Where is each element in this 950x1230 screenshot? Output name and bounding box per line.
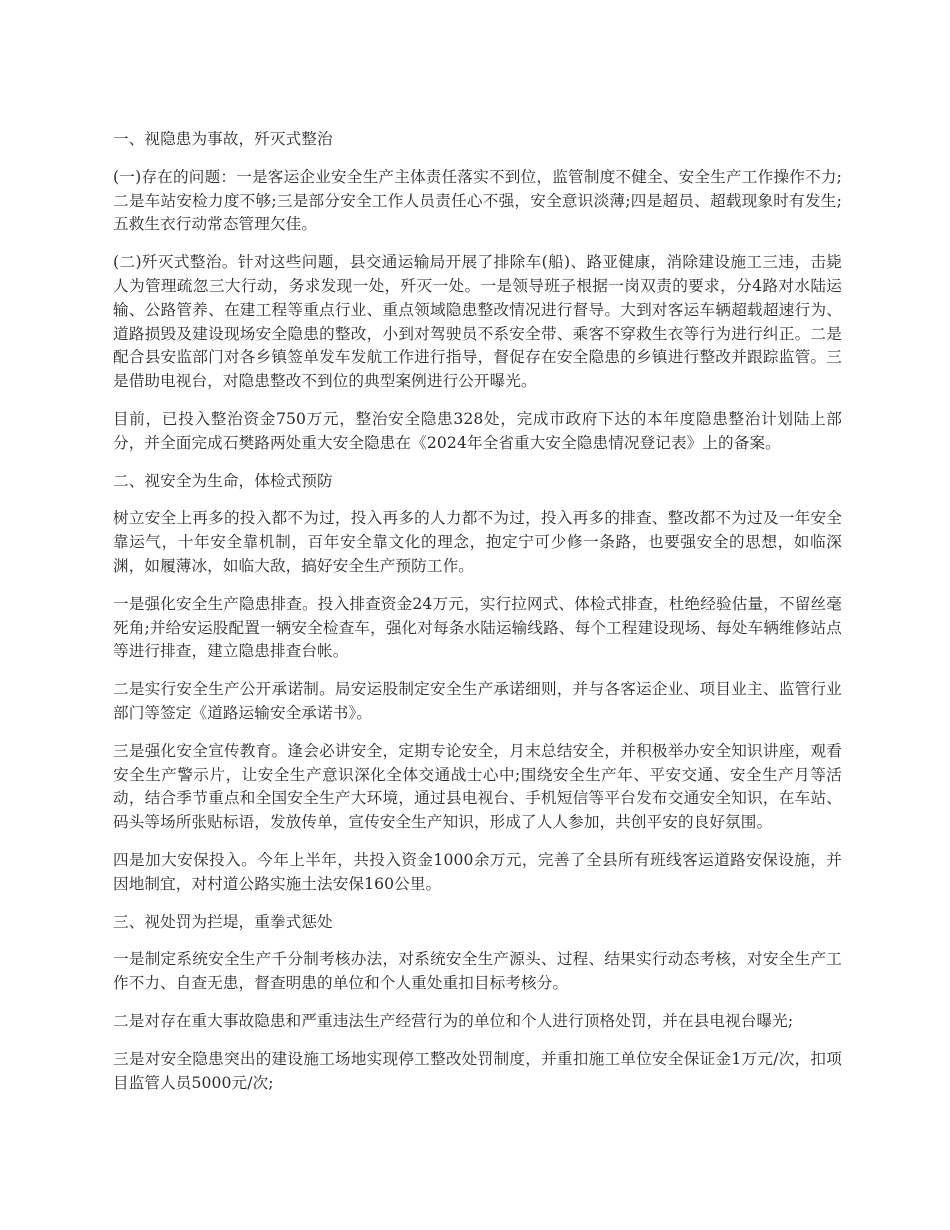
paragraph: 四是加大安保投入。今年上半年，共投入资金1000余万元，完善了全县所有班线客运道路安保设施，并因地制宜，对村道公路实施土法安保160公里。 (113, 850, 842, 893)
paragraph: 一是制定系统安全生产千分制考核办法，对系统安全生产源头、过程、结果实行动态考核，对安全生产工作不力、自查无患，督查明患的单位和个人重处重扣目标考核分。 (113, 950, 842, 993)
paragraph: 二是实行安全生产公开承诺制。局安运股制定安全生产承诺细则，并与各客运企业、项目业主、监管行业部门等签定《道路运输安全承诺书》。 (113, 680, 842, 722)
paragraph: (一)存在的问题：一是客运企业安全生产主体责任落实不到位，监管制度不健全、安全生产工作操作不力;二是车站安检力度不够;三是部分安全工作人员责任心不强，安全意识淡薄;四是超员、超载现象时有发生;五救生衣行动常态管理欠佳。 (113, 167, 842, 234)
paragraph: 一是强化安全生产隐患排查。投入排查资金24万元，实行拉网式、体检式排查，杜绝经验估量，不留丝毫死角;并给安运股配置一辆安全检查车，强化对每条水陆运输线路、每个工程建设现场、每处车辆维修站点等进行排查，建立隐患排查台帐。 (113, 594, 842, 661)
paragraph: (二)歼灭式整治。针对这些问题，县交通运输局开展了排除车(船)、路亚健康，消除建设施工三违，击毙人为管理疏忽三大行动，务求发现一处，歼灭一处。一是领导班子根据一岗双责的要求，分4路对水陆运输、公路管养、在建工程等重点行业、重点领域隐患整改情况进行督导。大到对客运车辆超载超速行为、道路损毁及建设现场安全隐患的整改，小到对驾驶员不系安全带、乘客不穿救生衣等行为进行纠正。二是配合县安监部门对各乡镇签单发车发航工作进行指导，督促存在安全隐患的乡镇进行整改并跟踪监管。三是借助电视台，对隐患整改不到位的典型案例进行公开曝光。 (113, 253, 842, 391)
section-heading-1: 一、视隐患为事故，歼灭式整治 (113, 130, 333, 148)
paragraph: 二是对存在重大事故隐患和严重违法生产经营行为的单位和个人进行顶格处罚，并在县电视台曝光; (113, 1011, 794, 1030)
section-heading-2: 二、视安全为生命，体检式预防 (113, 471, 333, 490)
section-heading-3: 三、视处罚为拦堤，重拳式惩处 (113, 912, 333, 931)
paragraph: 树立安全上再多的投入都不为过，投入再多的人力都不为过，投入再多的排查、整改都不为过及一年安全靠运气，十年安全靠机制，百年安全靠文化的理念，抱定宁可少修一条路，也要强安全的思想，如临深渊，如履薄冰，如临大敌，搞好安全生产预防工作。 (113, 509, 842, 575)
paragraph: 三是对安全隐患突出的建设施工场地实现停工整改处罚制度，并重扣施工单位安全保证金1万元/次，扣项目监管人员5000元/次; (113, 1049, 842, 1092)
paragraph: 目前，已投入整治资金750万元，整治安全隐患328处，完成市政府下达的本年度隐患整治计划陆上部分，并全面完成石樊路两处重大安全隐患在《2024年全省重大安全隐患情况登记表》上的备案。 (113, 409, 842, 452)
paragraph: 三是强化安全宣传教育。逢会必讲安全，定期专论安全，月末总结安全，并积极举办安全知识讲座，观看安全生产警示片，让安全生产意识深化全体交通战士心中;围绕安全生产年、平安交通、安全生产月等活动，结合季节重点和全国安全生产大环境，通过县电视台、手机短信等平台发布交通安全知识，在车站、码头等场所张贴标语，发放传单，宣传安全生产知识，形成了人人参加，共创平安的良好氛围。 (113, 741, 842, 832)
